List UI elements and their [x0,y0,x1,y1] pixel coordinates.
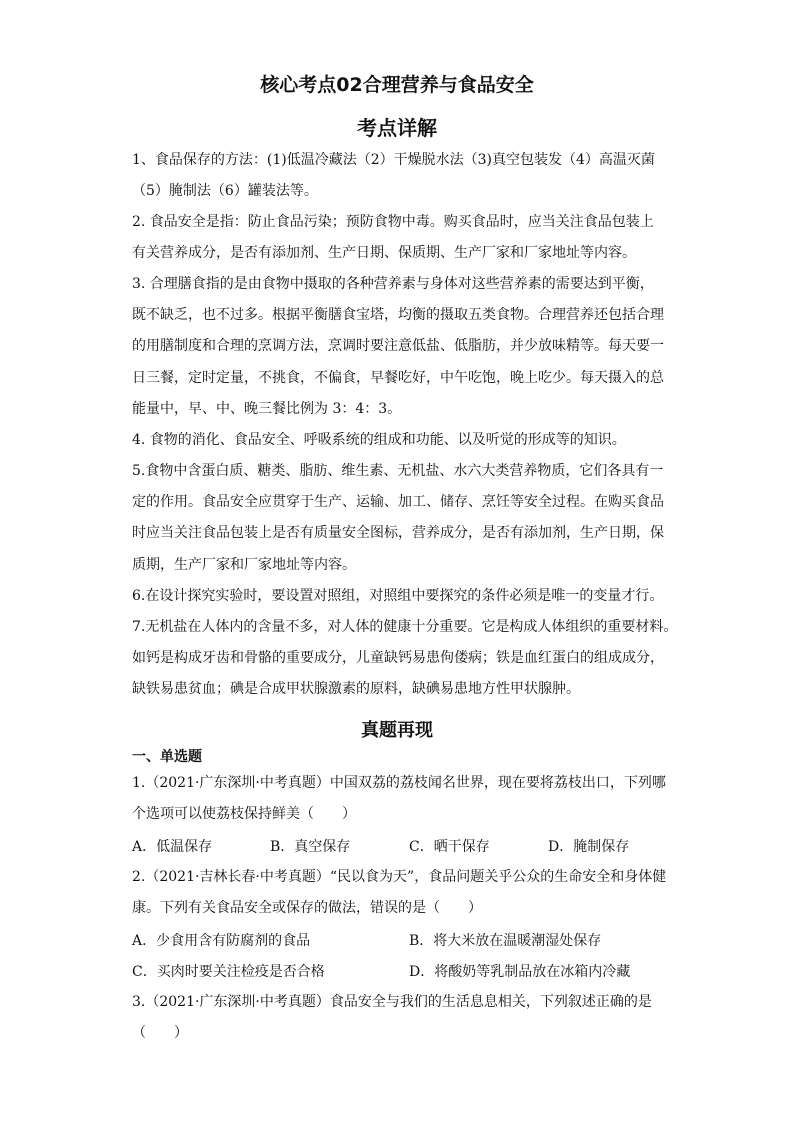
key-point-6 [132,581,672,612]
text-line: 日三餐，定时定量，不挑食，不偏食，早餐吃好，中午吃饱，晚上吃少。每天摄入的总 [132,369,664,386]
text-line: 定的作用。食品安全应贯穿于生产、运输、加工、储存、烹饪等安全过程。在购买食品 [132,494,664,511]
document-title: 核心考点02合理营养与食品安全 [260,74,534,96]
key-point-5 [132,456,672,581]
text-line: 能量中，早、中、晚三餐比例为 3：4：3。 [132,400,402,417]
q2-option-d[interactable]: D．将酸奶等乳制品放在冰箱内冷藏 [409,964,631,980]
q2-option-a[interactable]: A．少食用含有防腐剂的食品 [132,933,311,949]
key-point-2 [132,207,672,269]
text-line: 的用膳制度和合理的烹调方法，烹调时要注意低盐、低脂肪，并少放味精等。每天要一 [132,338,664,355]
q1-option-a[interactable]: A．低温保存 [132,839,213,855]
question-text-line: （ ） [132,1025,188,1042]
question-3 [132,987,652,1049]
section-heading-key-points: 考点详解 [357,116,437,140]
text-line: 有关营养成分，是否有添加剂、生产日期、保质期、生产厂家和厂家地址等内容。 [132,245,636,262]
q1-option-b[interactable]: B．真空保存 [270,839,351,855]
text-line: 质期，生产厂家和厂家地址等内容。 [132,556,356,573]
text-line: 1、食品保存的方法：(1)低温冷藏法（2）干燥脱水法（3)真空包装发（4）高温灭菌 [132,152,655,168]
text-line: 4. 食物的消化、食品安全、呼吸系统的组成和功能、以及听觉的形成等的知识。 [132,432,626,448]
text-line: （5）腌制法（6）罐装法等。 [132,183,318,200]
text-line: 时应当关注食品包装上是否有质量安全图标，营养成分，是否有添加剂，生产日期，保 [132,525,664,542]
q1-option-c[interactable]: C．晒干保存 [409,839,490,855]
question-text-line: 3.（2021·广东深圳·中考真题）食品安全与我们的生活息息相关，下列叙述正确的是 [132,994,652,1010]
text-line: 6.在设计探究实验时，要设置对照组，对照组中要探究的条件必须是唯一的变量才行。 [132,588,664,604]
text-line: 3. 合理膳食指的是由食物中摄取的各种营养素与身体对这些营养素的需要达到平衡， [132,276,654,292]
q2-option-c[interactable]: C．买肉时要关注检疫是否合格 [132,964,325,980]
text-line: 5.食物中含蛋白质、糖类、脂肪、维生素、无机盐、水六大类营养物质，它们各具有一 [132,463,664,479]
question-2 [132,862,666,924]
question-text-line: 1.（2021·广东深圳·中考真题）中国双荔的荔枝闻名世界，现在要将荔枝出口，下列哪 [132,775,666,791]
text-line: 2. 食品安全是指：防止食品污染；预防食物中毒。购买食品时，应当关注食品包装上 [132,214,654,230]
q1-option-d[interactable]: D．腌制保存 [548,839,630,855]
text-line: 缺铁易患贫血；碘是合成甲状腺激素的原料，缺碘易患地方性甲状腺肿。 [132,681,580,698]
text-line: 既不缺乏，也不过多。根据平衡膳食宝塔，均衡的摄取五类食物。合理营养还包括合理 [132,307,664,324]
text-line: 7.无机盐在人体内的含量不多，对人体的健康十分重要。它是构成人体组织的重要材料。 [132,619,678,635]
text-line: 如钙是构成牙齿和骨骼的重要成分，儿童缺钙易患佝偻病；铁是血红蛋白的组成成分， [132,650,664,667]
key-point-1 [132,145,672,207]
question-text-line: 康。下列有关食品安全或保存的做法，错误的是（ ） [132,900,482,917]
key-point-3 [132,269,672,425]
question-type-heading: 一、单选题 [132,749,202,765]
key-point-4 [132,425,672,456]
key-point-7 [132,612,678,706]
section-heading-past-exams: 真题再现 [361,720,433,741]
question-text-line: 个选项可以使荔枝保持鲜美（ ） [132,806,356,823]
q2-option-b[interactable]: B．将大米放在温暖潮湿处保存 [409,933,602,949]
question-1 [132,768,666,830]
question-text-line: 2.（2021·吉林长春·中考真题）“民以食为天”，食品问题关乎公众的生命安全和身体健 [132,869,667,885]
